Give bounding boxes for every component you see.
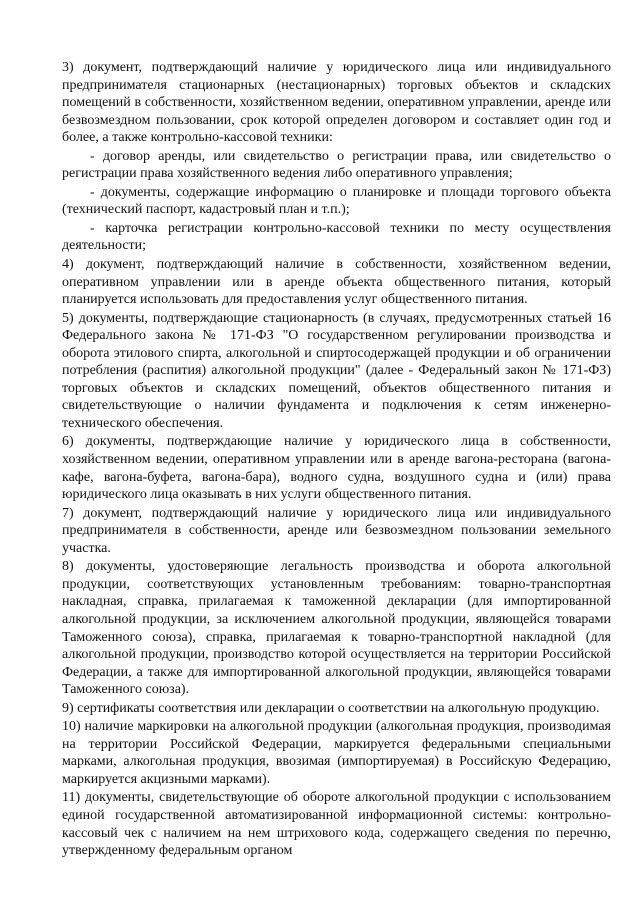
document-page (62, 59, 611, 861)
paragraph-item-4: 4) документ, подтверждающий наличие в собственности, хозяйственном ведении, оперативном управлении или в аренде объекта общественного питания, который планируется использовать для предоставления услуг общественного питания. (62, 257, 611, 308)
paragraph-item-3: 3) документ, подтверждающий наличие у юридического лица или индивидуального предпринимателя стационарных (нестационарных) торговых объектов и складских помещений в собственности, хозяйственном ведении, оперативном управлении, аренде или безвозмездном пользовании, срок которой определен договором и составляет один год и более, а также контрольно-кассовой техники: (62, 60, 611, 146)
paragraph-sub-lease-contract: - договор аренды, или свидетельство о регистрации права, или свидетельство о регистрации права хозяйственного ведения либо оперативного управления; (62, 148, 611, 182)
paragraph-item-5: 5) документы, подтверждающие стационарность (в случаях, предусмотренных статьей 16 Федерального закона № 171-ФЗ "О государственном регулировании производства и оборота этилового спирта, алкогольной и спиртосодержащей продукции и об ограничении потребления (распития) алкогольной продукции" (далее - Федеральный закон № 171-ФЗ) торговых объектов и складских помещений, объектов общественного питания и свидетельствующие о наличии фундамента и подключения к сетям инженерно-технического обеспечения. (62, 310, 611, 431)
paragraph-sub-layout-docs: - документы, содержащие информацию о планировке и площади торгового объекта (технический паспорт, кадастровый план и т.п.); (62, 184, 611, 218)
paragraph-item-10: 10) наличие маркировки на алкогольной продукции (алкогольная продукция, производимая на территории Российской Федерации, маркируется федеральными специальными марками, алкогольная продукция, ввозимая (импортируемая) в Российскую Федерацию, маркируется акцизными марками). (62, 719, 611, 787)
paragraph-item-8: 8) документы, удостоверяющие легальность производства и оборота алкогольной продукции, соответствующих установленным требованиям: товарно-транспортная накладная, справка, прилагаемая к таможенной декларации (для импортированной алкогольной продукции, за исключением алкогольной продукции, являющейся товарами Таможенного союза), справка, прилагаемая к товарно-транспортной накладной (для алкогольной продукции, производство которой осуществляется на территории Российской Федерации, а также для импортированной алкогольной продукции, являющейся товарами Таможенного союза). (62, 559, 611, 698)
paragraph-item-9: 9) сертификаты соответствия или декларации о соответствии на алкогольную продукцию. (62, 700, 600, 716)
paragraph-item-6: 6) документы, подтверждающие наличие у юридического лица в собственности, хозяйственном ведении, оперативном управлении или в аренде вагона-ресторана (вагона-кафе, вагона-буфета, вагона-бара), водного судна, воздушного судна и (или) права юридического лица оказывать в них услуги общественного питания. (62, 434, 611, 503)
paragraph-sub-cash-register-card: - карточка регистрации контрольно-кассовой техники по месту осуществления деятельности; (62, 220, 611, 254)
paragraph-item-7: 7) документ, подтверждающий наличие у юридического лица или индивидуального предпринимателя в собственности, аренде или безвозмездном пользовании земельного участка. (62, 505, 611, 556)
paragraph-item-11: 11) документы, свидетельствующие об обороте алкогольной продукции с использованием единой государственной автоматизированной информационной системы: контрольно-кассовый чек с наличием на нем штрихового кода, содержащего сведения по перечню, утвержденному федеральным органом (62, 790, 611, 859)
